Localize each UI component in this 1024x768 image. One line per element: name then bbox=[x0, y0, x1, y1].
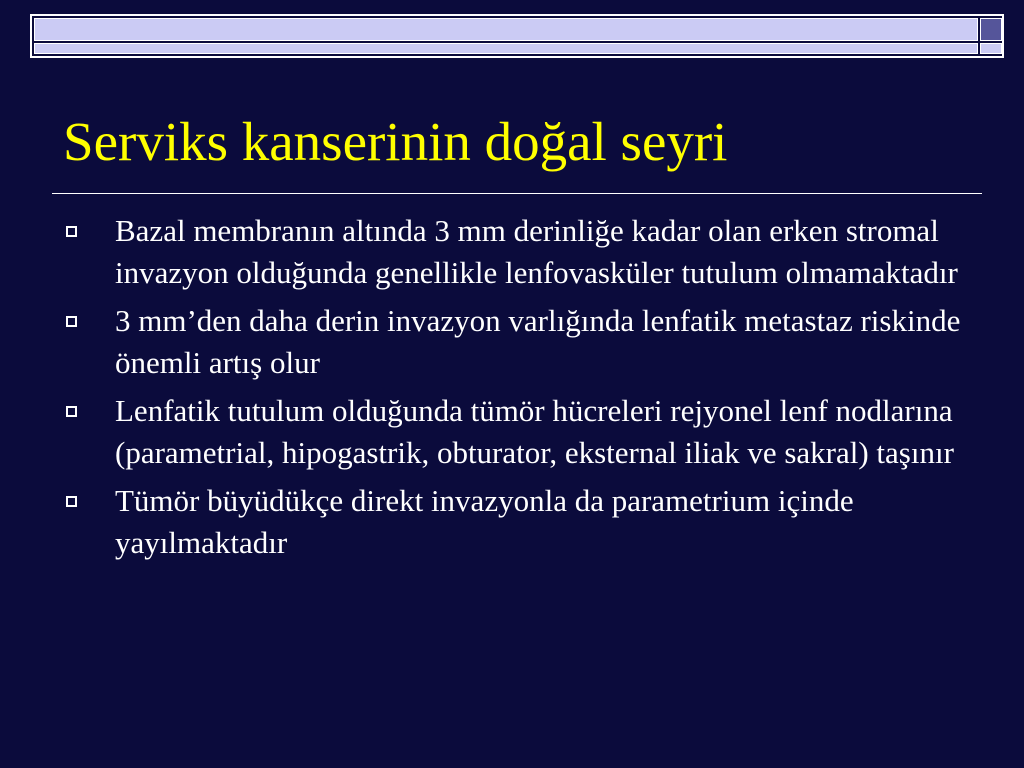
bullet-text: Bazal membranın altında 3 mm derinliğe kadar olan erken stromal invazyon olduğunda genellikle lenfovasküler tutulum olmamaktadır bbox=[115, 213, 958, 290]
bullet-text: Lenfatik tutulum olduğunda tümör hücreleri rejyonel lenf nodlarına (parametrial, hipogastrik, obturator, eksternal iliak ve sakral) taşınır bbox=[115, 393, 954, 470]
bullet-item bbox=[64, 480, 984, 564]
bullet-item bbox=[64, 390, 984, 474]
hollow-square-bullet-icon bbox=[66, 226, 77, 237]
header-decoration bbox=[30, 14, 1004, 58]
slide-title: Serviks kanserinin doğal seyri bbox=[63, 111, 728, 172]
title-divider bbox=[52, 193, 982, 194]
hollow-square-bullet-icon bbox=[66, 406, 77, 417]
hollow-square-bullet-icon bbox=[66, 496, 77, 507]
bullet-item bbox=[64, 300, 984, 384]
bullet-list bbox=[64, 210, 984, 570]
bullet-text: Tümör büyüdükçe direkt invazyonla da parametrium içinde yayılmaktadır bbox=[115, 483, 854, 560]
bullet-text: 3 mm’den daha derin invazyon varlığında lenfatik metastaz riskinde önemli artış olur bbox=[115, 303, 961, 380]
hollow-square-bullet-icon bbox=[66, 316, 77, 327]
decorative-bar-lower bbox=[34, 43, 978, 54]
bullet-item bbox=[64, 210, 984, 294]
decorative-bar-upper bbox=[34, 18, 978, 41]
decorative-square-upper bbox=[980, 18, 1002, 41]
decorative-square-lower bbox=[980, 43, 1002, 54]
